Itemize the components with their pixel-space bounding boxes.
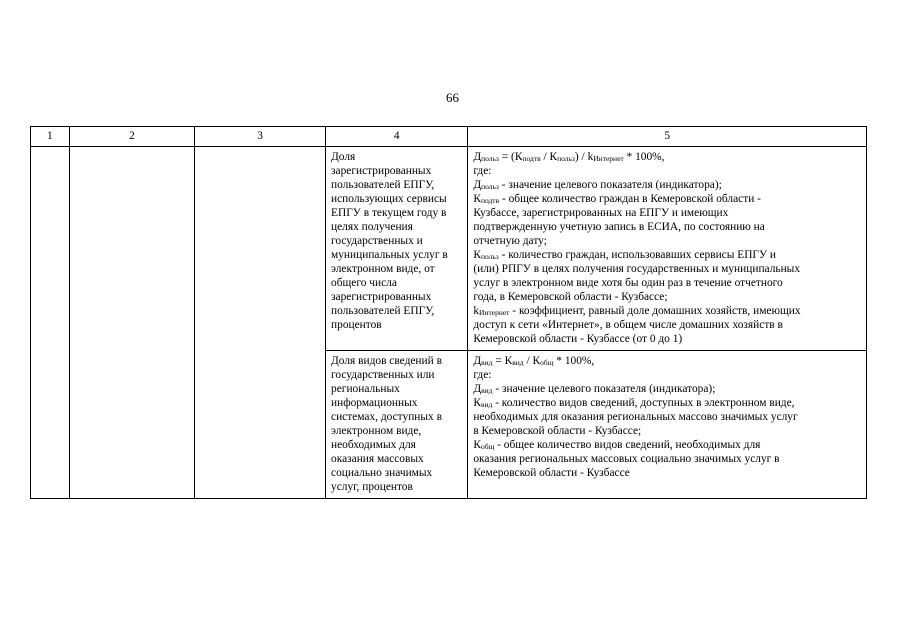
definition-line: отчетную дату; [473, 235, 547, 248]
indicator-name-line: целях получения [331, 221, 413, 234]
definition-line: услуг в электронном виде хотя бы один раз в течение отчетного [473, 277, 783, 290]
table-header-row [31, 127, 867, 147]
indicator-name-line: пользователей ЕПГУ, [331, 179, 435, 192]
header-cell-4: 4 [326, 127, 468, 147]
indicator-name-line: необходимых для [331, 439, 416, 452]
definition-line: подтвержденную учетную запись в ЕСИА, по состоянию на [473, 221, 765, 234]
definition-line: оказания региональных массовых социально значимых услуг в [473, 453, 780, 466]
where-label: где: [473, 165, 492, 178]
definition-line: Кемеровской области - Кузбассе (от 0 до 1) [473, 333, 683, 346]
calculation-method-cell [468, 147, 867, 351]
indicator-name-line: использующих сервисы [331, 193, 447, 206]
where-label: где: [473, 369, 492, 382]
definition: $К_{польз}$ - количество граждан, использовавших сервисы ЕПГУ и [473, 249, 777, 262]
definition: $Д_{польз}$ - значение целевого показателя (индикатора); [473, 179, 722, 192]
definition: $k_{Интернет}$ - коэффициент, равный доле домашних хозяйств, имеющих [473, 305, 801, 318]
definition: $Д_{вид}$ - значение целевого показателя (индикатора); [473, 383, 716, 396]
indicator-name-line: электронном виде, [331, 425, 422, 438]
indicator-name-line: электронном виде, от [331, 263, 435, 276]
cell-col3 [195, 147, 326, 499]
indicator-name-cell [326, 147, 468, 351]
definition: $К_{вид}$ - количество видов сведений, доступных в электронном виде, [473, 397, 795, 410]
indicator-name-line: государственных или [331, 369, 435, 382]
indicator-name-line: муниципальных услуг в [331, 249, 448, 262]
indicator-table [30, 126, 867, 499]
indicator-name-line: ЕПГУ в текущем году в [331, 207, 447, 220]
indicator-name-line: услуг, процентов [331, 481, 413, 494]
table-row [31, 147, 867, 351]
formula: $Д_{вид} = К_{вид} / К_{общ} * 100\%$, [473, 355, 595, 368]
header-cell-1: 1 [31, 127, 70, 147]
definition-line: в Кемеровской области - Кузбассе; [473, 425, 642, 438]
header-cell-5: 5 [468, 127, 867, 147]
header-cell-2: 2 [69, 127, 195, 147]
calculation-method-cell [468, 351, 867, 499]
formula: $Д_{польз} = (К_{подтв} / К_{польз}) / k_{Интернет} * 100\%$, [473, 151, 665, 163]
indicator-name-line: Доля [331, 151, 356, 163]
definition-line: доступ к сети «Интернет», в общем числе домашних хозяйств в [473, 319, 783, 332]
indicator-name-line: системах, доступных в [331, 411, 442, 424]
definition-line: необходимых для оказания региональных массово значимых услуг [473, 411, 798, 424]
indicator-name-line: социально значимых [331, 467, 433, 480]
header-cell-3: 3 [195, 127, 326, 147]
indicator-name-line: процентов [331, 319, 382, 332]
indicator-name-cell [326, 351, 468, 499]
page-number: 66 [446, 90, 459, 105]
definition-line: года, в Кемеровской области - Кузбассе; [473, 291, 668, 304]
cell-col1 [31, 147, 70, 499]
indicator-name-line: общего числа [331, 277, 397, 290]
indicator-name-line: государственных и [331, 235, 423, 248]
indicator-name-line: информационных [331, 397, 418, 410]
indicator-name-line: оказания массовых [331, 453, 424, 466]
indicator-name-line: пользователей ЕПГУ, [331, 305, 435, 318]
indicator-name-line: зарегистрированных [331, 165, 432, 178]
definition-line: Кузбассе, зарегистрированных на ЕПГУ и имеющих [473, 207, 729, 220]
definition: $К_{подтв}$ - общее количество граждан в Кемеровской области - [473, 193, 761, 206]
definition-line: Кемеровской области - Кузбассе [473, 467, 630, 480]
definition: $К_{общ}$ - общее количество видов сведений, необходимых для [473, 439, 761, 452]
indicator-name-line: Доля видов сведений в [331, 355, 442, 368]
indicator-name-line: зарегистрированных [331, 291, 432, 304]
cell-col2 [69, 147, 195, 499]
indicator-name-line: региональных [331, 383, 400, 396]
definition-line: (или) РПГУ в целях получения государственных и муниципальных [473, 263, 801, 276]
